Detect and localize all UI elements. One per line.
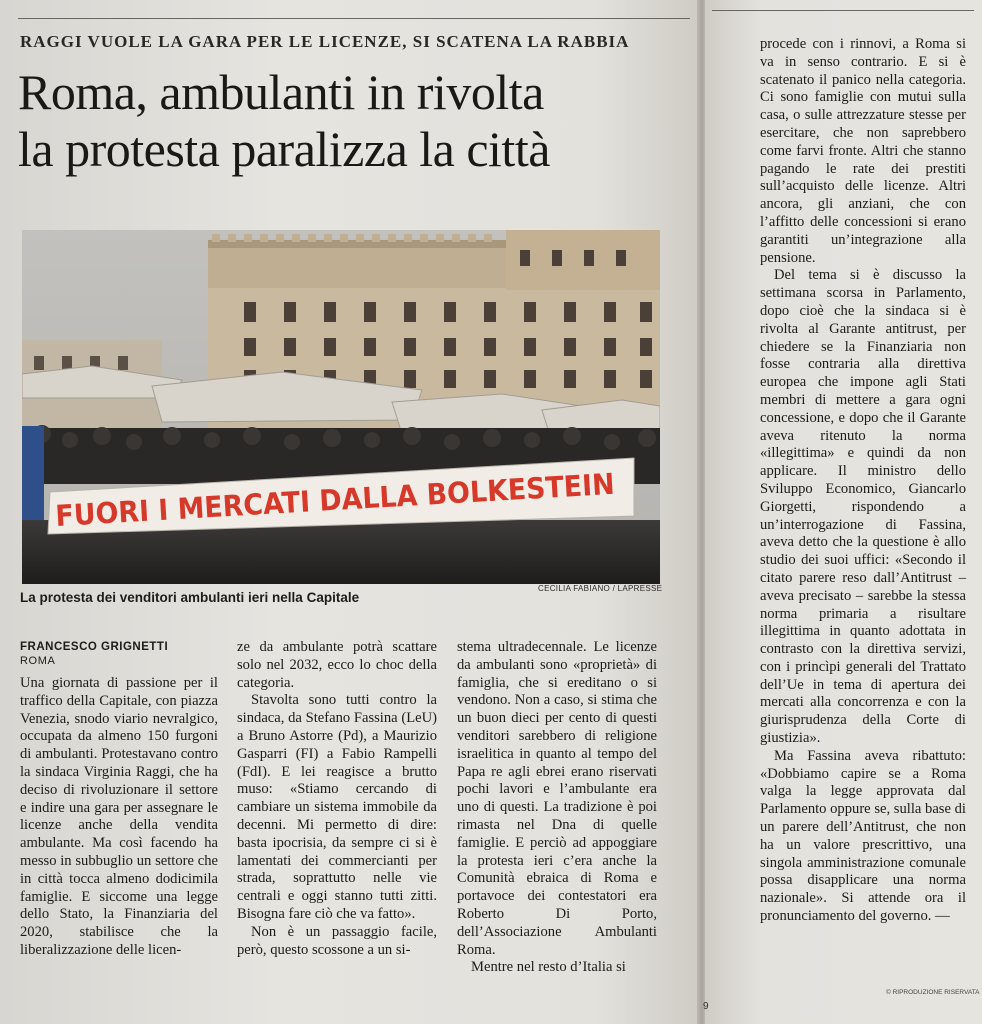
paragraph: procede con i rinnovi, a Roma si va in senso contrario. E si è scatenato il panico nella categoria. Ci sono famiglie con mutui sulla casa, o sulle attrezzature stesse per esercitare, che non saprebbero come farvi fronte. Altri che stanno pagando le rate dei prestiti sull’acquisto delle licenze. Altri ancora, gli anziani, che con l’affitto delle concessioni si erano garantiti un’integrazione alla pensione.	[760, 36, 966, 266]
byline-author: FRANCESCO GRIGNETTI	[20, 641, 169, 653]
top-rule-right	[712, 10, 974, 11]
top-rule	[18, 18, 690, 19]
paragraph: Del tema si è discusso la settimana scorsa in Parlamento, dopo cioè che la sindaca si è rivolta al Garante antitrust, per chiedere se la Finanziaria non fosse contraria alla direttiva europea che impone agli Stati membri di mettere a gara ogni concessione, e dopo che il Garante aveva ritenuto la norma «illegittima» e quindi da non applicare. Il ministro dello Sviluppo Economico, Giancarlo Giorgetti, rispondendo a un’interrogazione di Fassina, aveva detto che la questione è allo studio dei suoi uffici: «Secondo il citato parere reso dall’Antitrust – aveva precisato – sarebbe la stessa norma primaria a risultare illegittima in quanto adottata in contrasto con la direttiva servizi, con i princìpi generali del Trattato dell’Ue in tema di apertura dei mercati alla concorrenza e con la giurisprudenza della Corte di giustizia».	[760, 267, 966, 747]
headline-line-2: la protesta paralizza la città	[18, 121, 550, 177]
article-column-1	[20, 675, 218, 960]
photo-caption: La protesta dei venditori ambulanti ieri nella Capitale	[20, 590, 360, 605]
paragraph: Ma Fassina aveva ribattuto: «Dobbiamo capire se a Roma valga la legge approvata dal Parlamento oppure se, sulla base di un parere dell’Antitrust, che non ha un valore prescrittivo, una singola amministrazione comunale possa disapplicare una norma nazionale». Si attende ora il pronunciamento del governo. —	[760, 747, 966, 925]
article-column-2	[237, 639, 437, 959]
paragraph: Mentre nel resto d’Italia si	[471, 959, 626, 976]
news-photo	[22, 230, 660, 584]
kicker: RAGGI VUOLE LA GARA PER LE LICENZE, SI SCATENA LA RABBIA	[20, 32, 630, 51]
paragraph: Non è un passaggio facile, però, questo scossone a un si-	[237, 923, 437, 958]
article-column-3	[457, 639, 657, 977]
photo-credit: CECILIA FABIANO / LAPRESSE	[538, 584, 663, 593]
byline	[20, 640, 230, 668]
headline	[18, 64, 688, 178]
reproduction-notice: © RIPRODUZIONE RISERVATA	[886, 989, 980, 996]
byline-location: ROMA	[20, 655, 56, 667]
headline-line-1: Roma, ambulanti in rivolta	[18, 64, 544, 120]
paragraph: stema ultradecennale. Le licenze da ambulanti sono «proprietà» di famiglia, che si ereditano o si vendono. Non a caso, si stima che un buon dieci per cento di questi venditori sarebbero di religione israelitica in quanto al tempo del Papa re agli ebrei erano riservati pochi lavori e l’ambulante era uno di questi. La tradizione è poi rimasta nel Dna di quelle famiglie. E perciò ad appoggiare la protesta ieri c’era anche la Comunità ebraica di Roma e portavoce dei contestatori era Roberto Di Porto, dell’Associazione Ambulanti Roma.	[457, 639, 657, 958]
article-column-4	[760, 36, 966, 926]
paragraph: Stavolta sono tutti contro la sindaca, da Stefano Fassina (LeU) a Bruno Astorre (Pd), a Maurizio Gasparri (FI) a Fabio Rampelli (FdI). E lei reagisce a brutto muso: «Stiamo cercando di cambiare un sistema immobile da decenni. Mi permetto di dire: basta ipocrisia, da sempre ci si è lamentati dei commercianti per strada, soprattutto nelle vie centrali e oggi stanno tutti zitti. Bisogna fare ciò che va fatto».	[237, 692, 437, 922]
page-number: 9	[703, 1001, 709, 1012]
paragraph: ze da ambulante potrà scattare solo nel 2032, ecco lo choc della categoria.	[237, 639, 437, 691]
paragraph: Una giornata di passione per il traffico della Capitale, con piazza Venezia, snodo viario nevralgico, occupata da almeno 150 furgoni di ambulanti. Protestavano contro la sindaca Virginia Raggi, che ha deciso di rivoluzionare il settore e indire una gara per assegnare le licenze anche della vendita ambulante. Ma così facendo ha messo in subbuglio un settore che in città tocca almeno dodicimila famiglie. E siccome una legge dello Stato, la Finanziaria del 2020, stabilisce che la liberalizzazione delle licen-	[20, 675, 218, 958]
banner-text: FUORI I MERCATI DALLA BOLKESTEIN	[54, 464, 660, 533]
